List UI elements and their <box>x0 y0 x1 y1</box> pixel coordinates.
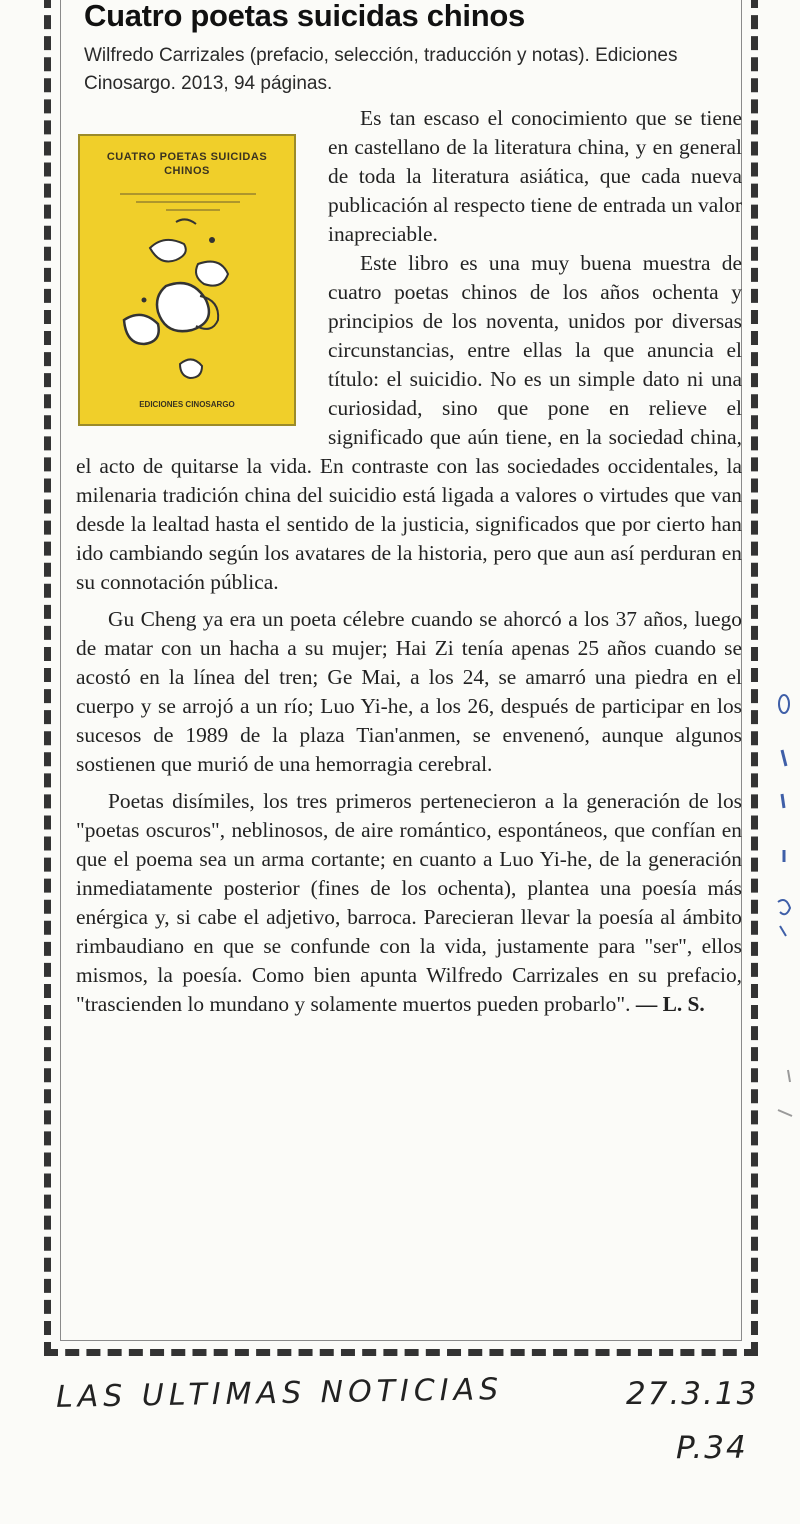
article-credits: Wilfredo Carrizales (prefacio, selección, traducción y notas). Ediciones Cinosargo. 2013, 94 páginas. <box>84 45 678 94</box>
paragraph-4 <box>76 787 742 1019</box>
handwritten-page: P.34 <box>676 1430 748 1466</box>
paragraph-3: Gu Cheng ya era un poeta célebre cuando se ahorcó a los 37 años, luego de matar con un hacha a su mujer; Hai Zi tenía apenas 25 años cuando se acostó en la línea del tren; Ge Mai, a los 24, se amarró una piedra en el cuerpo y se arrojó a un río; Luo Yi-he, a los 26, después de participar en los sucesos de 1989 de la plaza Tian'anmen, se envenenó, aunque algunos sostienen que murió de una hemorragia cerebral. <box>76 607 742 776</box>
cover-float-spacer <box>76 98 328 452</box>
cover-publisher: EDICIONES CINOSARGO <box>139 400 235 409</box>
handwritten-source: LAS ULTIMAS NOTICIAS <box>55 1372 504 1415</box>
handwritten-date: 27.3.13 <box>626 1376 759 1412</box>
article-body <box>76 104 742 1019</box>
article-headline: Cuatro poetas suicidas chinos <box>84 0 525 33</box>
margin-pen-marks <box>768 690 798 1210</box>
cover-title: CUATRO POETAS SUICIDAS CHINOS <box>106 151 268 177</box>
article-signature: — L. S. <box>635 992 705 1016</box>
paragraph-1: Es tan escaso el conocimiento que se tiene en castellano de la literatura china, y en general de toda la literatura asiática, que cada nueva publicación al respecto tiene de entrada un valor inapreciable. <box>328 106 742 246</box>
paragraph-4-text: Poetas disímiles, los tres primeros pertenecieron a la generación de los "poetas oscuros", neblinosos, de aire romántico, espontáneos, que confían en que el poema sea un arma cortante; en cuanto a Luo Yi-he, de la generación inmediatamente posterior (fines de los ochenta), plantea una poesía más enérgica y, si cabe el adjetivo, barroca. Parecieran llevar la poesía al ámbito rimbaudiano en que se confunde con la vida, justamente para "ser", ellos mismos, la poesía. Como bien apunta Wilfredo Carrizales en su prefacio, "trascienden lo mundano y solamente muertos pueden probarlo". <box>76 789 742 1016</box>
paragraph-2: Este libro es una muy buena muestra de cuatro poetas chinos de los años ochenta y principios de los noventa, unidos por diversas circunstancias, entre ellas la que anuncia el título: el suicidio. No es un simple dato ni una curiosidad, sino que pone en relieve el significado que aún tiene, en la sociedad china, el acto de quitarse la vida. En contraste con las sociedades occidentales, la milenaria tradición china del suicidio está ligada a valores o virtudes que van desde la lealtad hasta el sentido de la justicia, significados que por cierto han ido cambiando según los avatares de la historia, pero que aun así perduran en su connotación pública. <box>76 251 742 594</box>
